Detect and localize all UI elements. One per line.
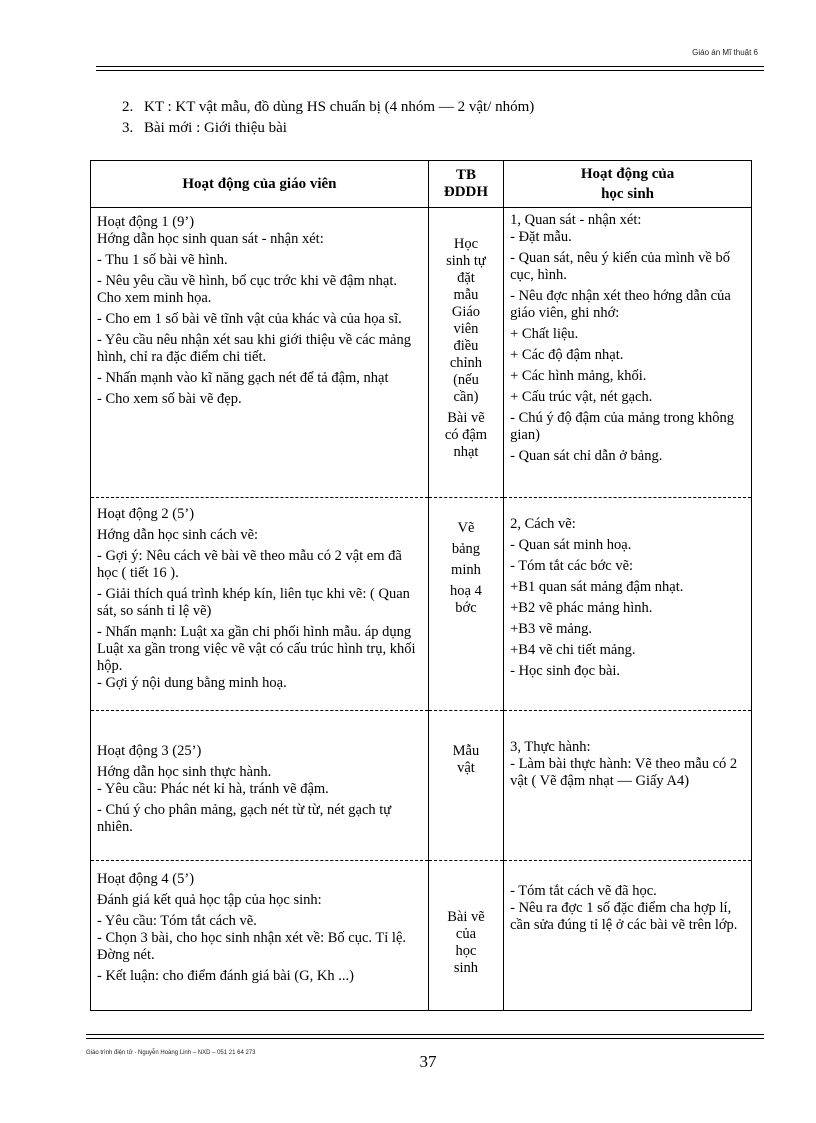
- cell-line: Hoạt động 3 (25’): [97, 743, 202, 759]
- cell-line: Bài vẽ: [447, 410, 485, 426]
- student-activity-cell: [504, 711, 752, 861]
- cell-line: hoạ 4: [450, 583, 482, 599]
- header-teaching-aids: [428, 161, 503, 208]
- intro-number: 3.: [122, 120, 134, 136]
- cell-line: - Giải thích quá trình khép kín, liên tục khi vẽ: ( Quan sát, so sánh tỉ lệ vẽ): [97, 586, 410, 619]
- cell-line: - Đặt mẫu.: [510, 229, 572, 245]
- cell-line: - Nhấn mạnh vào kĩ năng gạch nét để tả đậm, nhạt: [97, 370, 389, 386]
- cell-line: Mẫu: [452, 743, 480, 759]
- cell-line: bảng: [451, 541, 481, 557]
- teaching-aids-cell: [428, 498, 503, 711]
- cell-line: - Nêu đợc nhận xét theo hớng dẫn của giáo viên, ghi nhớ:: [510, 288, 731, 321]
- cell-line: - Gợi ý nội dung bằng minh hoạ.: [97, 675, 287, 691]
- cell-line: Bài vẽ: [447, 909, 485, 925]
- teacher-activity-cell: [91, 861, 429, 1011]
- cell-line: +B2 vẽ phác mảng hình.: [510, 600, 653, 616]
- student-activity-cell: [504, 861, 752, 1011]
- header-student-activity: [504, 161, 752, 208]
- cell-line: - Quan sát, nêu ý kiến của mình về bố cục, hình.: [510, 250, 730, 283]
- cell-line: Giáo: [451, 304, 481, 320]
- cell-line: 2, Cách vẽ:: [510, 516, 576, 532]
- cell-line: của: [455, 926, 477, 942]
- cell-line: Vẽ: [457, 520, 475, 536]
- teaching-aids-cell: [428, 861, 503, 1011]
- cell-line: Hoạt động 2 (5’): [97, 506, 195, 522]
- table-row: [91, 711, 752, 861]
- cell-line: - Chọn 3 bài, cho học sinh nhận xét về: Bố cục. Tỉ lệ. Đờng nét.: [97, 930, 407, 963]
- header-line: TB: [455, 167, 476, 183]
- student-activity-cell: [504, 498, 752, 711]
- cell-line: - Chú ý cho phân mảng, gạch nét từ từ, nét gạch tự nhiên.: [97, 802, 392, 835]
- cell-line: Hớng dẫn học sinh quan sát - nhận xét:: [97, 231, 324, 247]
- cell-line: đặt: [457, 270, 475, 286]
- header-teacher-activity: Hoạt động của giáo viên: [91, 161, 429, 208]
- cell-line: + Cấu trúc vật, nét gạch.: [510, 389, 653, 405]
- footer-credit: Giáo trình điện tử - Nguyễn Hoàng Linh – NXD – 051 21 64 273: [86, 1050, 256, 1056]
- cell-line: - Yêu cầu: Phác nét kỉ hà, tránh vẽ đậm.: [97, 781, 329, 797]
- intro-number: 2.: [122, 99, 134, 115]
- cell-line: Hoạt động 4 (5’): [97, 871, 195, 887]
- cell-line: +B4 vẽ chi tiết mảng.: [510, 642, 636, 658]
- cell-line: Đánh giá kết quả học tập của học sinh:: [97, 892, 322, 908]
- cell-line: - Yêu cầu: Tóm tắt cách vẽ.: [97, 913, 257, 929]
- cell-line: - Thu 1 số bài vẽ hình.: [97, 252, 228, 268]
- teaching-aids-cell: [428, 208, 503, 498]
- cell-line: cần): [453, 389, 479, 405]
- cell-line: - Yêu cầu nêu nhận xét sau khi giới thiệu về các mảng hình, chỉ ra đặc điểm chi tiết.: [97, 332, 411, 365]
- footer-rule-top: [86, 1034, 764, 1035]
- cell-line: bớc: [455, 600, 477, 616]
- intro-item: [122, 97, 534, 117]
- teacher-activity-cell: [91, 498, 429, 711]
- intro-item: [122, 118, 287, 138]
- cell-line: nhạt: [453, 444, 479, 460]
- cell-line: sinh: [453, 960, 479, 976]
- cell-line: viên: [453, 321, 479, 337]
- cell-line: 1, Quan sát - nhận xét:: [510, 212, 642, 228]
- cell-line: - Học sinh đọc bài.: [510, 663, 621, 679]
- teacher-activity-cell: [91, 208, 429, 498]
- cell-line: - Cho xem số bài vẽ đẹp.: [97, 391, 242, 407]
- teaching-aids-cell: [428, 711, 503, 861]
- header-line: học sinh: [601, 186, 655, 202]
- cell-line: Hớng dẫn học sinh thực hành.: [97, 764, 272, 780]
- cell-line: - Quan sát minh hoạ.: [510, 537, 632, 553]
- cell-line: - Tóm tắt cách vẽ đã học.: [510, 883, 657, 899]
- cell-line: mẫu: [453, 287, 479, 303]
- cell-line: - Kết luận: cho điểm đánh giá bài (G, Kh ...): [97, 968, 354, 984]
- cell-line: Hoạt động 1 (9’): [97, 214, 195, 230]
- table-row: [91, 208, 752, 498]
- student-activity-cell: [504, 208, 752, 498]
- cell-line: - Gợi ý: Nêu cách vẽ bài vẽ theo mẫu có 2 vật em đã học ( tiết 16 ).: [97, 548, 402, 581]
- header-title: Giáo án Mĩ thuật 6: [692, 48, 758, 57]
- cell-line: - Nhấn mạnh: Luật xa gần chi phối hình mẫu. áp dụng Luật xa gần trong việc vẽ vật có cấu trúc hình trụ, khối hộp.: [97, 624, 416, 674]
- cell-line: - Chú ý độ đậm của mảng trong không gian): [510, 410, 735, 443]
- cell-line: chỉnh: [449, 355, 483, 371]
- table-row: [91, 498, 752, 711]
- intro-text: Bài mới : Giới thiệu bài: [144, 120, 287, 136]
- lesson-table: [90, 160, 752, 1011]
- cell-line: - Quan sát chỉ dẫn ở bảng.: [510, 448, 663, 464]
- cell-line: Học: [453, 236, 479, 252]
- cell-line: Hớng dẫn học sinh cách vẽ:: [97, 527, 259, 543]
- cell-line: minh: [451, 562, 481, 578]
- header-line: Hoạt động của: [580, 166, 675, 182]
- cell-line: - Nêu yêu cầu về hình, bố cục trớc khi vẽ đậm nhạt. Cho xem minh họa.: [97, 273, 397, 306]
- cell-line: sinh tự: [446, 253, 486, 269]
- cell-line: +B1 quan sát mảng đậm nhạt.: [510, 579, 684, 595]
- cell-line: điều: [453, 338, 479, 354]
- cell-line: + Các hình mảng, khối.: [510, 368, 647, 384]
- cell-line: (nếu: [453, 372, 479, 388]
- cell-line: - Tóm tắt các bớc vẽ:: [510, 558, 634, 574]
- header-rule-top: [96, 66, 764, 67]
- cell-line: + Chất liệu.: [510, 326, 579, 342]
- cell-line: - Nêu ra đợc 1 số đặc điểm cha hợp lí, cần sửa đúng tỉ lệ ở các bài vẽ trên lớp.: [510, 900, 738, 933]
- cell-line: vật: [457, 760, 475, 776]
- header-rule-bottom: [96, 70, 764, 71]
- footer-rule-bottom: [86, 1038, 764, 1039]
- cell-line: +B3 vẽ mảng.: [510, 621, 592, 637]
- cell-line: - Cho em 1 số bài vẽ tĩnh vật của khác và của họa sĩ.: [97, 311, 402, 327]
- cell-line: 3, Thực hành:: [510, 739, 591, 755]
- table-row: [91, 861, 752, 1011]
- intro-text: KT : KT vật mẫu, đồ dùng HS chuẩn bị (4 nhóm — 2 vật/ nhóm): [144, 99, 535, 115]
- cell-line: + Các độ đậm nhạt.: [510, 347, 624, 363]
- cell-line: - Làm bài thực hành: Vẽ theo mẫu có 2 vật ( Vẽ đậm nhạt — Giấy A4): [510, 756, 738, 789]
- cell-line: có đậm: [444, 427, 488, 443]
- cell-line: học: [455, 943, 477, 959]
- header-line: ĐDDH: [443, 184, 489, 200]
- teacher-activity-cell: [91, 711, 429, 861]
- page-number: 37: [419, 1052, 437, 1071]
- table-header-row: [91, 161, 752, 208]
